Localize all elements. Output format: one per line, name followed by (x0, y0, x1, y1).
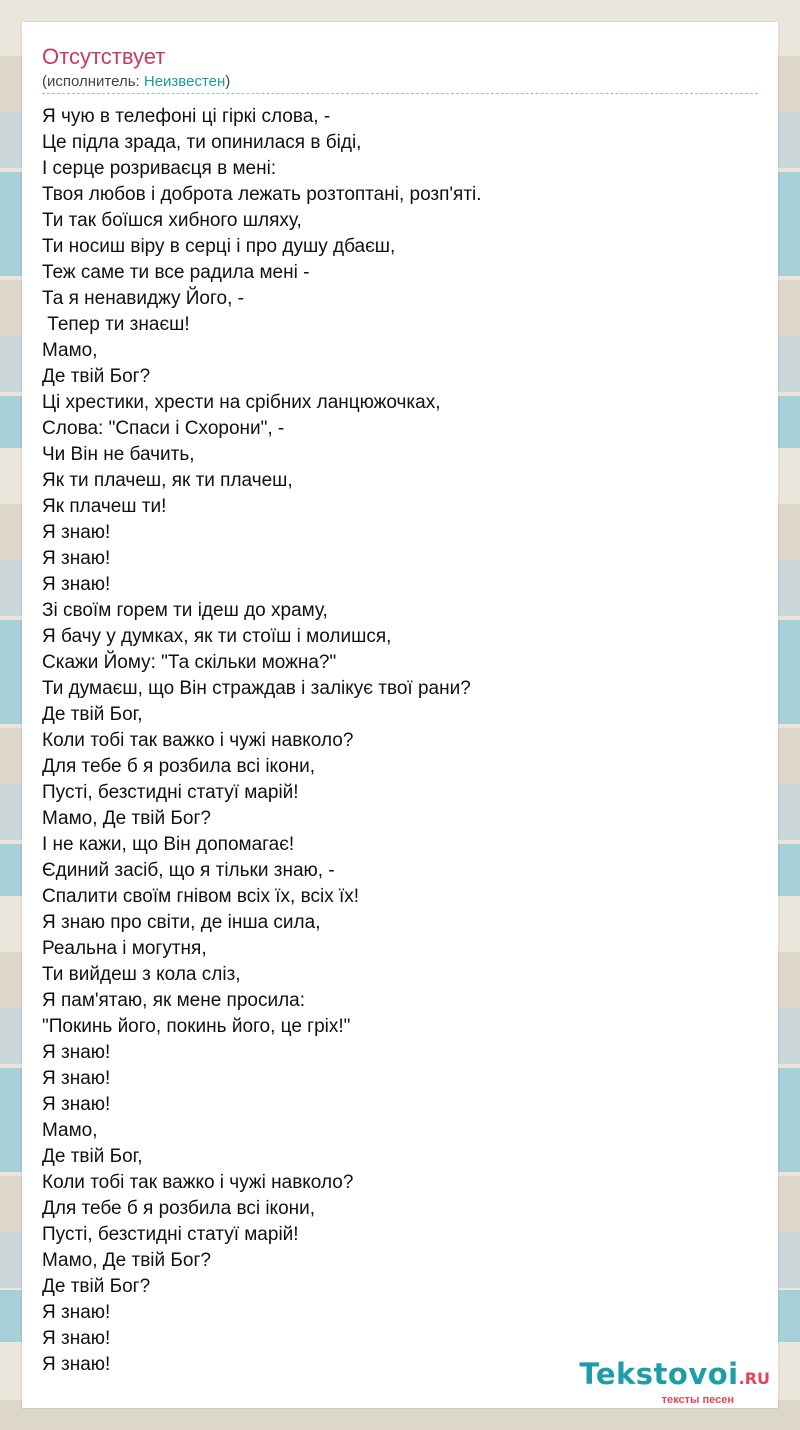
lyric-line: Ти думаєш, що Він страждав і залікує твої рани? (42, 678, 471, 699)
lyric-line: Мамо, Де твій Бог? (42, 1250, 211, 1271)
lyric-line: Як ти плачеш, як ти плачеш, (42, 470, 293, 491)
lyric-line: Спалити своїм гнівом всіх їх, всіх їх! (42, 886, 360, 907)
lyric-line: Мамо, (42, 1120, 98, 1141)
lyric-line: Я знаю! (42, 1094, 111, 1115)
logo-wordmark (579, 1359, 770, 1394)
lyric-line: Пусті, безстидні статуї марій! (42, 1224, 299, 1245)
lyric-line: Я знаю! (42, 1328, 111, 1349)
lyric-line: Пусті, безстидні статуї марій! (42, 782, 299, 803)
lyric-line: Ці хрестики, хрести на срібних ланцюжочках, (42, 392, 441, 413)
lyrics-card (22, 22, 778, 1408)
lyric-line: Для тебе б я розбила всі ікони, (42, 756, 316, 777)
lyric-line: Та я ненавиджу Його, - (42, 288, 244, 309)
lyric-line: Я знаю про світи, де інша сила, (42, 912, 321, 933)
lyric-line: Я знаю! (42, 522, 111, 543)
logo-name: Tekstovoi (579, 1357, 739, 1391)
lyric-line: Реальна і могутня, (42, 938, 207, 959)
lyric-line: Для тебе б я розбила всі ікони, (42, 1198, 316, 1219)
lyric-line: Я знаю! (42, 1354, 111, 1375)
lyric-line: Твоя любов і доброта лежать розтоптані, розп'яті. (42, 184, 482, 205)
lyric-line: Я знаю! (42, 574, 111, 595)
lyric-line: Коли тобі так важко і чужі навколо? (42, 730, 354, 751)
lyric-line: Зі своїм горем ти ідеш до храму, (42, 600, 328, 621)
lyric-line: Я пам'ятаю, як мене просила: (42, 990, 306, 1011)
lyric-line: Я бачу у думках, як ти стоїш і молишся, (42, 626, 392, 647)
lyric-line: Де твій Бог, (42, 704, 143, 725)
lyric-line: Мамо, Де твій Бог? (42, 808, 211, 829)
lyric-line: Де твій Бог? (42, 366, 151, 387)
lyric-line: Я чую в телефоні ці гіркі слова, - (42, 106, 331, 127)
lyric-line: Як плачеш ти! (42, 496, 167, 517)
lyric-line: Єдиний засіб, що я тільки знаю, - (42, 860, 335, 881)
lyric-line: Ти вийдеш з кола сліз, (42, 964, 241, 985)
title-divider (42, 93, 758, 94)
lyric-line: "Покинь його, покинь його, це гріх!" (42, 1016, 351, 1037)
lyric-line: І не кажи, що Він допомагає! (42, 834, 295, 855)
lyric-line: Я знаю! (42, 1068, 111, 1089)
logo-tld: .RU (738, 1369, 770, 1388)
site-logo[interactable] (579, 1359, 770, 1406)
lyric-line: Скажи Йому: "Та скільки можна?" (42, 652, 337, 673)
artist-prefix: (исполнитель: (42, 73, 144, 90)
artist-suffix: ) (225, 73, 231, 90)
song-title: Отсутствует (42, 44, 166, 69)
lyric-line: Теж саме ти все радила мені - (42, 262, 310, 283)
lyric-line: Слова: "Спаси і Схорони", - (42, 418, 285, 439)
lyric-line: Це підла зрада, ти опинилася в біді, (42, 132, 362, 153)
lyric-line: Де твій Бог, (42, 1146, 143, 1167)
lyric-line: Де твій Бог? (42, 1276, 151, 1297)
lyric-line: Чи Він не бачить, (42, 444, 195, 465)
artist-link[interactable]: Неизвестен (143, 73, 226, 90)
artist-line (42, 73, 230, 91)
lyric-line: Я знаю! (42, 1302, 111, 1323)
lyric-line: Тепер ти знаєш! (42, 314, 190, 335)
logo-tagline: тексты песен (661, 1394, 734, 1406)
lyric-line: Ти носиш віру в серці і про душу дбаєш, (42, 236, 396, 257)
lyric-line: Мамо, (42, 340, 98, 361)
lyric-line: Я знаю! (42, 548, 111, 569)
lyrics-text (42, 104, 758, 1378)
lyric-line: Ти так боїшся хибного шляху, (42, 210, 302, 231)
lyric-line: Я знаю! (42, 1042, 111, 1063)
lyric-line: Коли тобі так важко і чужі навколо? (42, 1172, 354, 1193)
lyric-line: І серце розриваєця в мені: (42, 158, 277, 179)
